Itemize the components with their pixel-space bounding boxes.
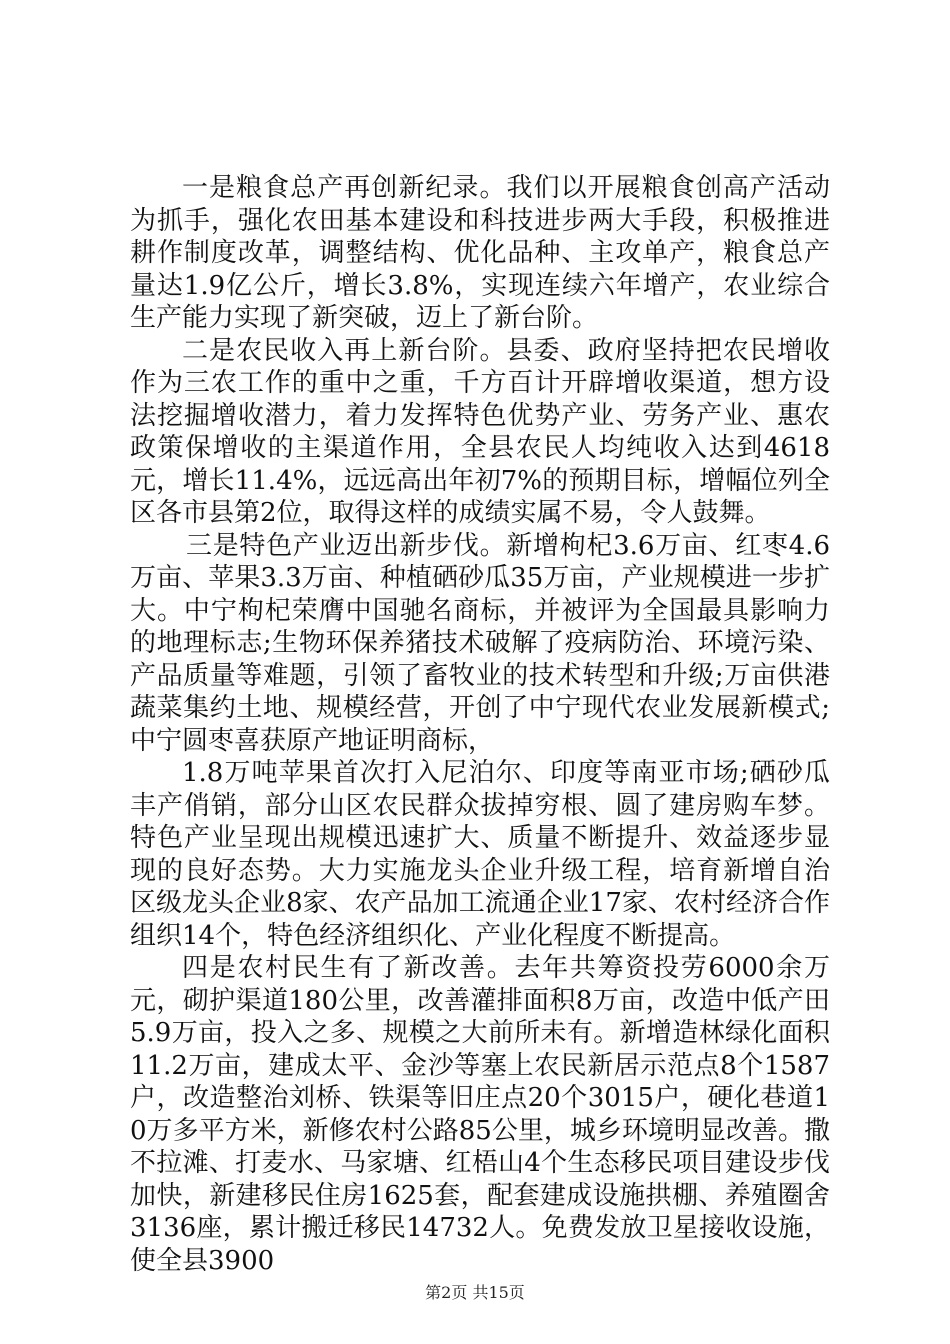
paragraph-specialty-industry: 三是特色产业迈出新步伐。新增枸杞3.6万亩、红枣4.6万亩、苹果3.3万亩、种植硒砂瓜35万亩，产业规模进一步扩大。中宁枸杞荣膺中国驰名商标，并被评为全国最具影响力的地理标志;生物环保养猪技术破解了疫病防治、环境污染、产品质量等难题，引领了畜牧业的技术转型和升级;万亩供港蔬菜集约土地、规模经营，开创了中宁现代农业发展新模式;中宁圆枣喜获原产地证明商标， <box>130 530 830 756</box>
paragraph-farmer-income: 二是农民收入再上新台阶。县委、政府坚持把农民增收作为三农工作的重中之重，千方百计开辟增收渠道，想方设法挖掘增收潜力，着力发挥特色优势产业、劳务产业、惠农政策保增收的主渠道作用，全县农民人均纯收入达到4618元，增长11.4%，远远高出年初7%的预期目标，增幅位列全区各市县第2位，取得这样的成绩实属不易，令人鼓舞。 <box>130 335 830 528</box>
paragraph-apple-export: 1.8万吨苹果首次打入尼泊尔、印度等南亚市场;硒砂瓜丰产俏销，部分山区农民群众拔掉穷根、圆了建房购车梦。特色产业呈现出规模迅速扩大、质量不断提升、效益逐步显现的良好态势。大力实施龙头企业升级工程，培育新增自治区级龙头企业8家、农产品加工流通企业17家、农村经济合作组织14个，特色经济组织化、产业化程度不断提高。 <box>130 758 830 951</box>
paragraph-rural-livelihood: 四是农村民生有了新改善。去年共筹资投劳6000余万元，砌护渠道180公里，改善灌排面积8万亩，改造中低产田5.9万亩，投入之多、规模之大前所未有。新增造林绿化面积11.2万亩，建成太平、金沙等塞上农民新居示范点8个1587户，改造整治刘桥、铁渠等旧庄点20个3015户，硬化巷道10万多平方米，新修农村公路85公里，城乡环境明显改善。撒不拉滩、打麦水、马家塘、红梧山4个生态移民项目建设步伐加快，新建移民住房1625套，配套建成设施拱棚、养殖圈舍3136座，累计搬迁移民14732人。免费发放卫星接收设施，使全县3900 <box>130 953 830 1276</box>
document-body <box>130 172 830 1277</box>
paragraph-grain-output: 一是粮食总产再创新纪录。我们以开展粮食创高产活动为抓手，强化农田基本建设和科技进步两大手段，积极推进耕作制度改革，调整结构、优化品种、主攻单产，粮食总产量达1.9亿公斤，增长3.8%，实现连续六年增产，农业综合生产能力实现了新突破，迈上了新台阶。 <box>130 173 830 333</box>
page-number-footer: 第2页 共15页 <box>425 1283 525 1302</box>
